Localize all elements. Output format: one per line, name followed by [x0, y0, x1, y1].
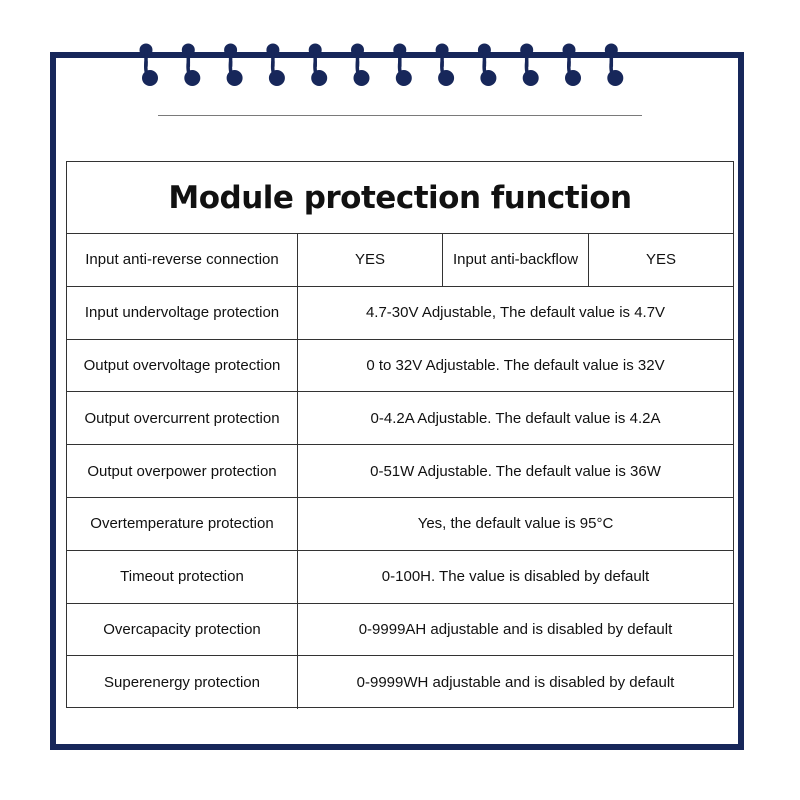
row-value: 0-9999AH adjustable and is disabled by default — [358, 620, 673, 638]
table-row — [67, 498, 733, 551]
binding-ring-icon — [309, 44, 328, 87]
binding-ring-icon — [140, 44, 159, 87]
row-value: Yes, the default value is 95°C — [417, 515, 614, 533]
row-label: Output overcurrent protection — [67, 392, 298, 444]
row-label: Output overvoltage protection — [67, 340, 298, 392]
table-row — [67, 392, 733, 445]
row-value: 0-9999WH adjustable and is disabled by default — [356, 674, 675, 692]
table-row — [67, 445, 733, 498]
binding-ring-icon — [520, 44, 539, 87]
table-title: Module protection function — [168, 179, 632, 216]
table-row — [67, 287, 733, 340]
table-row — [67, 604, 733, 657]
binding-ring-icon — [266, 44, 285, 87]
table-row — [67, 656, 733, 709]
row-value: 0-51W Adjustable. The default value is 36W — [370, 462, 661, 480]
binding-ring-icon — [393, 44, 412, 87]
binding-ring-icon — [478, 44, 497, 87]
row-label: Output overpower protection — [67, 445, 298, 497]
row-value: 0-100H. The value is disabled by default — [381, 568, 650, 586]
binding-ring-icon — [224, 44, 243, 87]
row-label: Superenergy protection — [67, 656, 298, 709]
row-value: YES — [298, 234, 443, 286]
spiral-rings-icon — [0, 0, 800, 100]
row-label: Overtemperature protection — [67, 498, 298, 550]
table-title-row — [67, 162, 733, 234]
binding-ring-icon — [182, 44, 201, 87]
row-label: Timeout protection — [67, 551, 298, 603]
binding-ring-icon — [605, 44, 624, 87]
row-value-secondary: YES — [645, 251, 676, 269]
row-value: 4.7-30V Adjustable, The default value is 4.7V — [365, 304, 666, 322]
row-value: 0 to 32V Adjustable. The default value is 32V — [366, 356, 665, 374]
row-label: Input anti-reverse connection — [67, 234, 298, 286]
table-row — [67, 551, 733, 604]
table-row — [67, 340, 733, 393]
table-row — [67, 234, 733, 287]
row-label-secondary: Input anti-backflow — [443, 234, 589, 286]
row-label: Input undervoltage protection — [67, 287, 298, 339]
row-value: 0-4.2A Adjustable. The default value is 4.2A — [370, 409, 661, 427]
binding-ring-icon — [351, 44, 370, 87]
binding-ring-icon — [436, 44, 455, 87]
divider-line — [158, 115, 642, 116]
row-label: Overcapacity protection — [67, 604, 298, 656]
binding-ring-icon — [563, 44, 582, 87]
protection-table — [66, 161, 734, 708]
